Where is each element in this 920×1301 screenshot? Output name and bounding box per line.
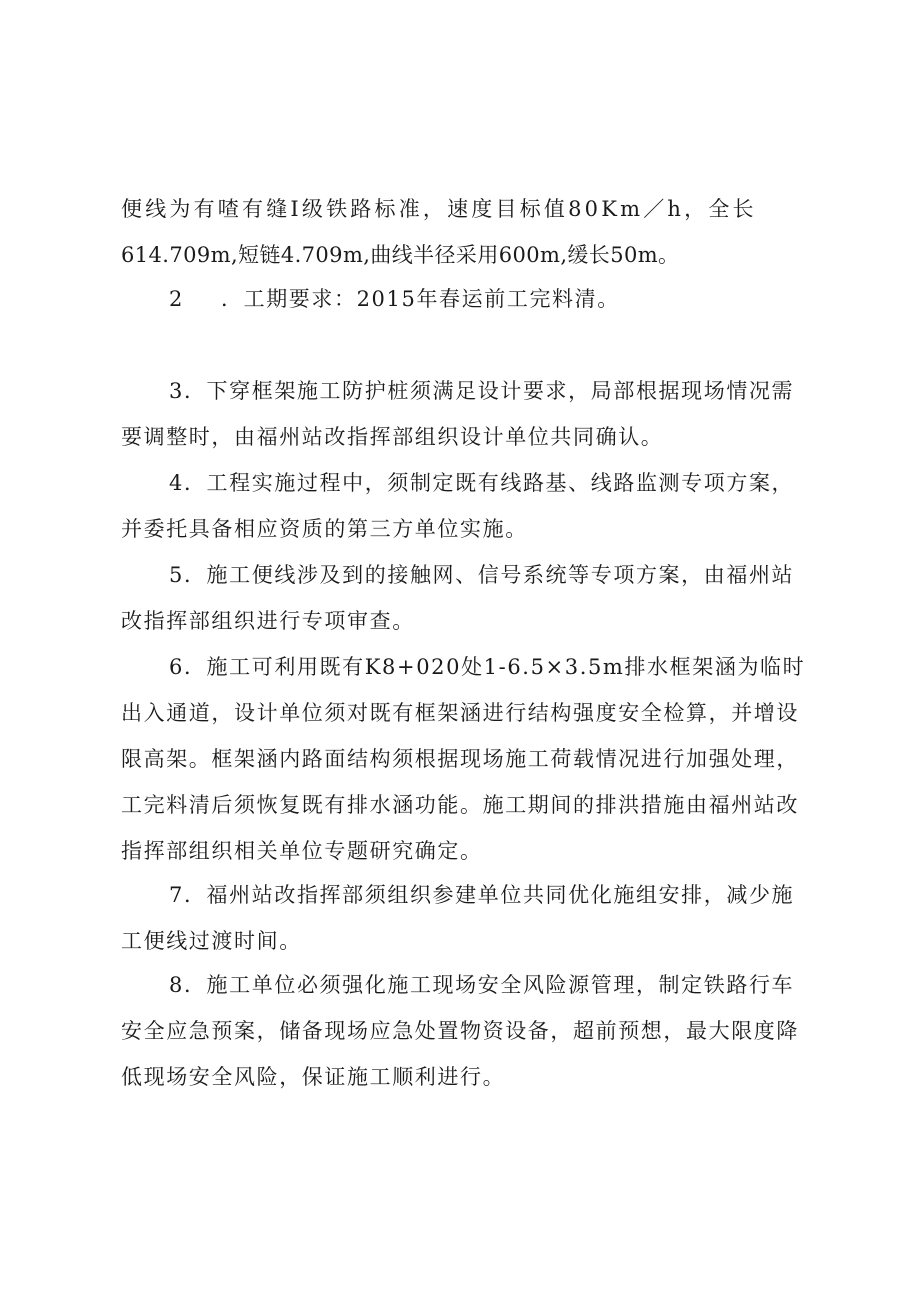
item-4 [121, 460, 809, 552]
paragraph-continuation [121, 186, 809, 278]
item-3 [121, 368, 809, 460]
paragraph-line: 工完料清后须恢复既有排水涵功能。施工期间的排洪措施由福州站改 [121, 793, 799, 817]
paragraph-line: 工便线过渡时间。 [121, 929, 302, 953]
item-8 [121, 962, 809, 1100]
paragraph-line: 低现场安全风险，保证施工顺利进行。 [121, 1065, 506, 1089]
item-6 [121, 644, 809, 874]
paragraph-line: 要调整时，由福州站改指挥部组织设计单位共同确认。 [121, 425, 664, 449]
paragraph-line: 6．施工可利用既有K8+020处1-6.5×3.5m排水框架涵为临时 [169, 655, 806, 679]
paragraph-line: 指挥部组织相关单位专题研究确定。 [121, 839, 483, 863]
item-text: ．工期要求：2015年春运前工完料清。 [221, 287, 620, 311]
item-number: 2 [169, 287, 184, 311]
paragraph-line: 改指挥部组织进行专项审查。 [121, 609, 415, 633]
paragraph-line: 安全应急预案，储备现场应急处置物资设备，超前预想，最大限度降 [121, 1019, 799, 1043]
item-7 [121, 872, 809, 964]
item-5 [121, 552, 809, 644]
paragraph-line: 限高架。框架涵内路面结构须根据现场施工荷载情况进行加强处理， [121, 747, 799, 771]
paragraph-line: 3．下穿框架施工防护桩须满足设计要求，局部根据现场情况需 [169, 379, 795, 403]
paragraph-line: 4．工程实施过程中，须制定既有线路基、线路监测专项方案， [169, 471, 795, 495]
paragraph-line: 7．福州站改指挥部须组织参建单位共同优化施组安排，减少施 [169, 883, 795, 907]
paragraph-line: 并委托具备相应资质的第三方单位实施。 [121, 517, 528, 541]
paragraph-line: 614.709m,短链4.709m,曲线半径采用600m,缓长50m。 [121, 243, 680, 267]
paragraph-line: 5．施工便线涉及到的接触网、信号系统等专项方案，由福州站 [169, 563, 795, 587]
paragraph-line: 8．施工单位必须强化施工现场安全风险源管理，制定铁路行车 [169, 973, 795, 997]
item-2 [121, 276, 809, 322]
paragraph-line: 出入通道，设计单位须对既有框架涵进行结构强度安全检算，并增设 [121, 701, 799, 725]
paragraph-line [121, 276, 809, 322]
paragraph-line: 便线为有喳有缝Ⅰ级铁路标准，速度目标值80Km／h，全长 [121, 197, 757, 221]
